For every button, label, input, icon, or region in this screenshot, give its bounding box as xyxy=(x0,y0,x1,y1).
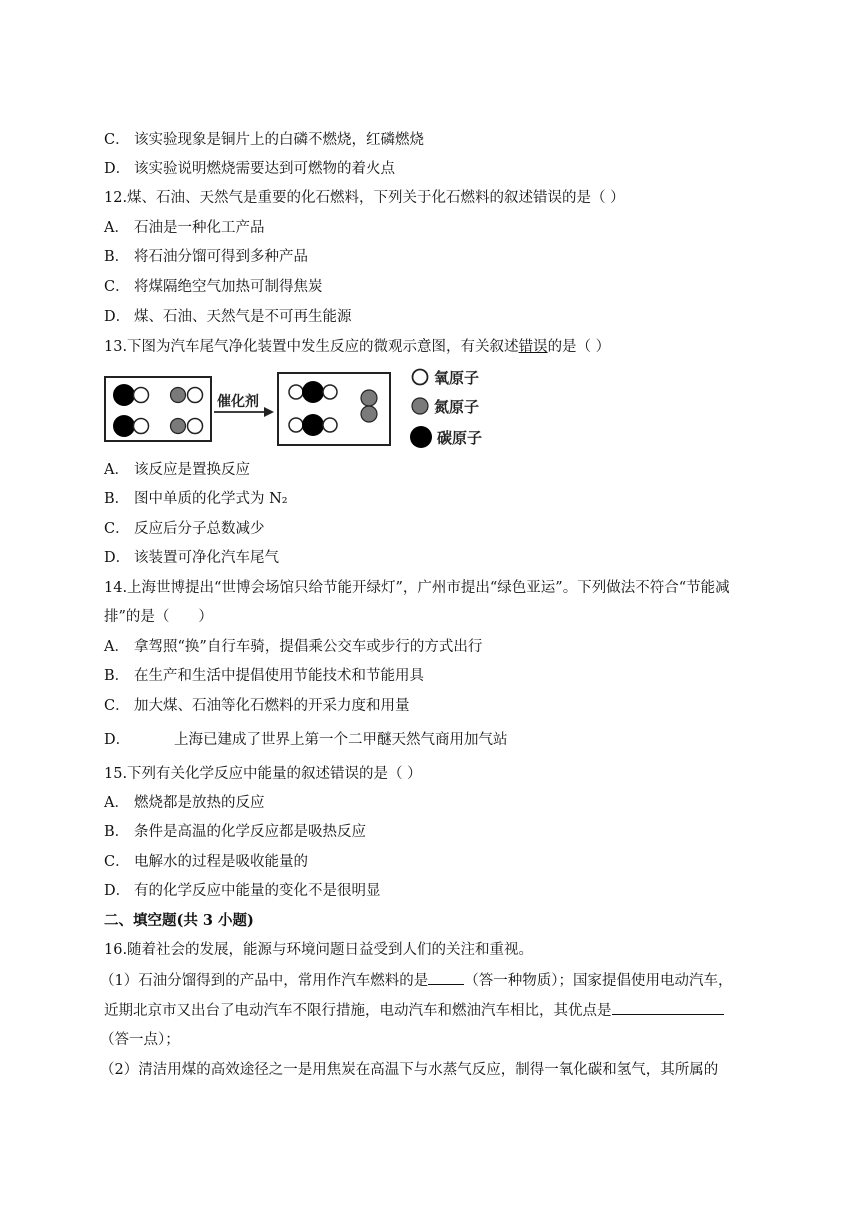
option-text: 拿驾照“换”自行车骑，提倡乘公交车或步行的方式出行 xyxy=(134,639,483,655)
oxygen-atom xyxy=(289,385,303,399)
option-text: 该实验现象是铜片上的白磷不燃烧，红磷燃烧 xyxy=(134,132,424,148)
legend-nitrogen-swatch xyxy=(412,398,428,414)
q14-stem-line2: 排”的是（ ） xyxy=(104,609,213,625)
section-heading: 二、填空题(共 3 小题) xyxy=(104,912,254,929)
q12-option-d xyxy=(104,307,352,327)
q11-option-d xyxy=(104,159,395,179)
answer-blank[interactable] xyxy=(612,1000,724,1015)
q13-option-c xyxy=(104,519,265,539)
option-label: B． xyxy=(104,824,130,840)
nitrogen-atom xyxy=(171,419,186,434)
option-label: C． xyxy=(104,132,130,148)
q14-option-b xyxy=(104,666,424,686)
option-label: A． xyxy=(104,639,129,655)
option-label: A． xyxy=(104,462,129,478)
carbon-atom xyxy=(302,414,324,436)
option-label: D． xyxy=(104,732,131,748)
legend-carbon-label: 碳原子 xyxy=(437,429,483,447)
stem-emphasis: 错误 xyxy=(518,339,548,355)
q14-stem-line1: 14.上海世博提出“世博会场馆只给节能开绿灯”，广州市提出“绿色亚运”。下列做法不符合“节能减 xyxy=(104,580,730,596)
q13-stem xyxy=(104,337,610,357)
catalyst-label: 催化剂 xyxy=(217,394,259,410)
option-label: D． xyxy=(104,309,131,325)
option-label: B． xyxy=(104,491,130,507)
q13-option-a xyxy=(104,460,250,480)
stem-text: 的是（ ） xyxy=(547,339,611,355)
answer-blank[interactable] xyxy=(428,970,464,985)
nitrogen-atom xyxy=(361,390,377,406)
option-label: B． xyxy=(104,668,130,684)
option-label: B． xyxy=(104,249,130,265)
option-text: 有的化学反应中能量的变化不是很明显 xyxy=(134,883,381,899)
nitrogen-atom xyxy=(171,388,186,403)
option-text: 燃烧都是放热的反应 xyxy=(134,795,265,811)
option-text: 上海已建成了世界上第一个二甲醚天然气商用加气站 xyxy=(174,732,508,748)
option-label: A． xyxy=(104,795,129,811)
q11-option-c xyxy=(104,130,424,150)
part-text: （1）石油分馏得到的产品中，常用作汽车燃料的是 xyxy=(100,973,429,989)
option-label: C． xyxy=(104,854,130,870)
option-text: 该反应是置换反应 xyxy=(134,462,250,478)
q16-part2: （2）清洁用煤的高效途径之一是用焦炭在高温下与水蒸气反应，制得一氧化碳和氢气，其所属的 xyxy=(100,1062,719,1078)
q16-part1-line1 xyxy=(100,970,732,991)
option-label: A． xyxy=(104,220,129,236)
oxygen-atom xyxy=(188,419,203,434)
oxygen-atom xyxy=(289,418,303,432)
q14-option-d xyxy=(104,730,508,750)
option-label: C． xyxy=(104,698,130,714)
option-text: 该装置可净化汽车尾气 xyxy=(134,550,279,566)
arrow-head-icon xyxy=(264,407,274,417)
q16-part1-line2 xyxy=(104,1000,724,1021)
oxygen-atom xyxy=(188,388,203,403)
option-text: 条件是高温的化学反应都是吸热反应 xyxy=(134,824,366,840)
legend-nitrogen-label: 氮原子 xyxy=(434,398,480,416)
q15-option-d xyxy=(104,881,381,901)
option-text: 图中单质的化学式为 N₂ xyxy=(134,491,288,507)
q15-option-b xyxy=(104,822,366,842)
option-text: 在生产和生活中提倡使用节能技术和节能用具 xyxy=(134,668,424,684)
option-text: 该实验说明燃烧需要达到可燃物的着火点 xyxy=(134,161,395,177)
carbon-atom xyxy=(113,415,135,437)
q14-option-c xyxy=(104,696,410,716)
option-label: D． xyxy=(104,550,131,566)
q12-option-b xyxy=(104,247,308,267)
option-label: C． xyxy=(104,521,130,537)
option-text: 将石油分馏可得到多种产品 xyxy=(134,249,308,265)
option-label: D． xyxy=(104,161,131,177)
q16-stem: 16.随着社会的发展，能源与环境问题日益受到人们的关注和重视。 xyxy=(104,942,534,958)
option-text: 将煤隔绝空气加热可制得焦炭 xyxy=(134,279,323,295)
reaction-diagram xyxy=(104,368,504,456)
option-label: D． xyxy=(104,883,131,899)
q14-option-a xyxy=(104,637,482,657)
q16-part1-line3: （答一点）； xyxy=(100,1032,180,1048)
carbon-atom xyxy=(113,384,135,406)
option-text: 加大煤、石油等化石燃料的开采力度和用量 xyxy=(134,698,410,714)
legend-carbon-swatch xyxy=(410,426,432,448)
oxygen-atom xyxy=(323,418,337,432)
option-text: 石油是一种化工产品 xyxy=(134,220,265,236)
q12-option-c xyxy=(104,277,323,297)
part-text: （答一种物质）；国家提倡使用电动汽车， xyxy=(464,973,733,989)
legend xyxy=(410,369,482,448)
legend-oxygen-label: 氧原子 xyxy=(434,369,480,387)
stem-text: 13.下图为汽车尾气净化装置中发生反应的微观示意图，有关叙述 xyxy=(104,339,519,355)
nitrogen-atom xyxy=(361,406,377,422)
oxygen-atom xyxy=(323,385,337,399)
carbon-atom xyxy=(302,381,324,403)
part-text: 近期北京市又出台了电动汽车不限行措施，电动汽车和燃油汽车相比，其优点是 xyxy=(104,1003,612,1019)
option-text: 反应后分子总数减少 xyxy=(134,521,265,537)
q15-option-c xyxy=(104,852,308,872)
q13-option-b xyxy=(104,489,288,509)
option-text: 电解水的过程是吸收能量的 xyxy=(134,854,308,870)
option-text: 煤、石油、天然气是不可再生能源 xyxy=(134,309,352,325)
oxygen-atom xyxy=(134,388,149,403)
option-label: C． xyxy=(104,279,130,295)
legend-oxygen-swatch xyxy=(413,370,428,385)
q15-option-a xyxy=(104,793,265,813)
oxygen-atom xyxy=(134,419,149,434)
q15-stem: 15.下列有关化学反应中能量的叙述错误的是（ ） xyxy=(104,766,422,782)
q12-stem: 12.煤、石油、天然气是重要的化石燃料，下列关于化石燃料的叙述错误的是（ ） xyxy=(104,190,625,206)
q13-option-d xyxy=(104,548,279,568)
q12-option-a xyxy=(104,218,265,238)
